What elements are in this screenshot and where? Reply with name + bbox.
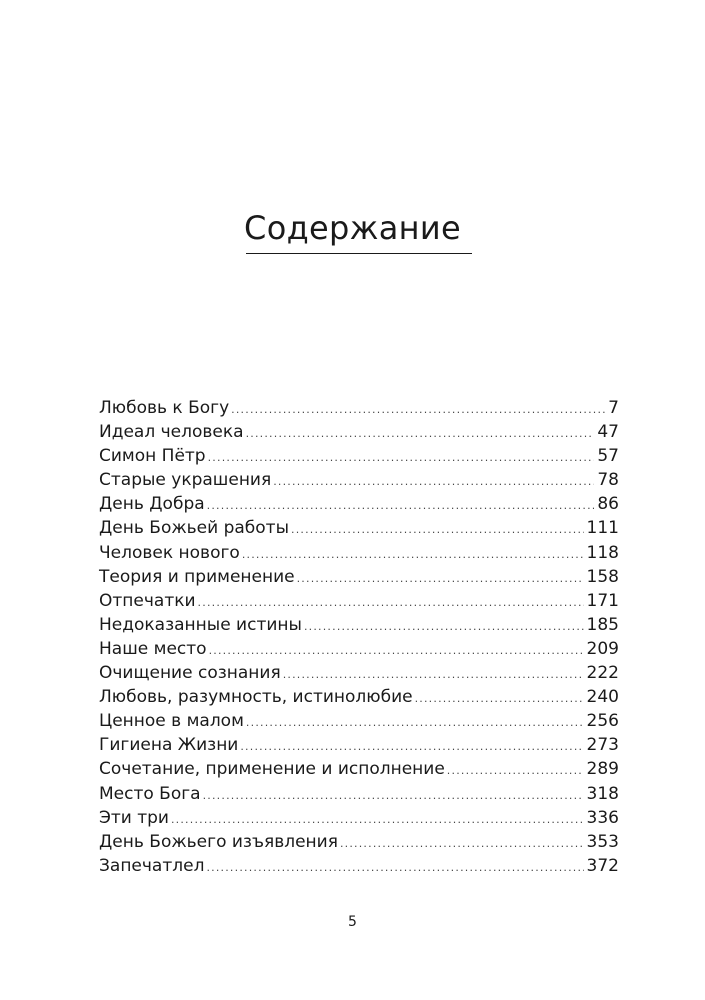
toc-entry-page: 118 (586, 542, 619, 563)
toc-entry-title: Запечатлел (99, 855, 205, 876)
page-title: Содержание (244, 209, 461, 247)
toc-entry-page: 185 (586, 614, 619, 635)
toc-entry-title: Теория и применение (99, 566, 295, 587)
toc-entry-title: Сочетание, применение и исполнение (99, 759, 445, 780)
toc-entry-page: 222 (586, 663, 619, 684)
title-underline (246, 253, 472, 254)
toc-entry-title: Гигиена Жизни (99, 735, 239, 756)
toc-entry-title: Любовь, разумность, истинолюбие (99, 687, 413, 708)
toc-entry-title: День Божьей работы (99, 518, 290, 539)
toc-entry-page: 372 (586, 855, 619, 876)
toc-dot-leader (291, 518, 584, 542)
toc-entry-title: Отпечатки (99, 590, 196, 611)
toc-entry[interactable] (99, 492, 619, 516)
toc-entry-title: Ценное в малом (99, 711, 244, 732)
toc-entry[interactable] (99, 516, 619, 540)
toc-entry[interactable] (99, 854, 619, 878)
toc-entry-page: 336 (586, 807, 619, 828)
toc-dot-leader (208, 446, 595, 470)
toc-entry-page: 273 (586, 735, 619, 756)
toc-dot-leader (242, 543, 584, 567)
toc-entry-title: День Божьего изъявления (99, 831, 338, 852)
toc-entry-title: Человек нового (99, 542, 240, 563)
toc-entry[interactable] (99, 565, 619, 589)
toc-entry-page: 353 (586, 831, 619, 852)
toc-entry[interactable] (99, 661, 619, 685)
toc-entry[interactable] (99, 782, 619, 806)
toc-entry-page: 57 (597, 446, 619, 467)
page-number: 5 (348, 914, 357, 930)
toc-entry[interactable] (99, 685, 619, 709)
toc-entry-page: 171 (586, 590, 619, 611)
toc-entry-page: 158 (586, 566, 619, 587)
toc-entry-title: Эти три (99, 807, 169, 828)
toc-entry[interactable] (99, 613, 619, 637)
toc-entry-page: 256 (586, 711, 619, 732)
toc-dot-leader (304, 615, 584, 639)
toc-dot-leader (209, 639, 584, 663)
toc-dot-leader (171, 808, 584, 832)
toc-entry-page: 209 (586, 638, 619, 659)
toc-dot-leader (240, 735, 583, 759)
toc-entry[interactable] (99, 468, 619, 492)
toc-entry-title: Недоказанные истины (99, 614, 302, 635)
toc-dot-leader (447, 759, 584, 783)
toc-entry[interactable] (99, 541, 619, 565)
toc-dot-leader (203, 784, 584, 808)
toc-entry-page: 318 (586, 783, 619, 804)
toc-dot-leader (340, 832, 584, 856)
toc-entry-page: 47 (597, 422, 619, 443)
toc-dot-leader (198, 591, 584, 615)
toc-entry-title: Наше место (99, 638, 207, 659)
toc-dot-leader (246, 711, 584, 735)
toc-entry[interactable] (99, 420, 619, 444)
toc-dot-leader (283, 663, 584, 687)
toc-entry[interactable] (99, 733, 619, 757)
toc-entry-title: Место Бога (99, 783, 201, 804)
toc-dot-leader (206, 856, 583, 880)
toc-entry-title: Любовь к Богу (99, 398, 230, 418)
toc-dot-leader (231, 398, 605, 422)
toc-entry-title: День Добра (99, 494, 205, 515)
toc-dot-leader (207, 494, 595, 518)
toc-dot-leader (246, 422, 595, 446)
toc-entry-title: Симон Пётр (99, 446, 206, 467)
toc-entry[interactable] (99, 806, 619, 830)
toc-dot-leader (273, 470, 594, 494)
toc-entry[interactable] (99, 757, 619, 781)
toc-entry[interactable] (99, 396, 619, 420)
toc-entry[interactable] (99, 444, 619, 468)
toc-entry-page: 111 (586, 518, 619, 539)
toc-entry-title: Старые украшения (99, 470, 272, 491)
toc-entry[interactable] (99, 830, 619, 854)
toc-entry-title: Очищение сознания (99, 663, 281, 684)
toc-entry-page: 240 (586, 687, 619, 708)
toc-entry-page: 86 (597, 494, 619, 515)
toc-entry[interactable] (99, 637, 619, 661)
toc-entry-page: 7 (608, 398, 619, 418)
table-of-contents (99, 396, 619, 878)
toc-entry-page: 78 (597, 470, 619, 491)
toc-dot-leader (415, 687, 584, 711)
toc-entry-page: 289 (586, 759, 619, 780)
toc-entry[interactable] (99, 589, 619, 613)
toc-entry[interactable] (99, 709, 619, 733)
toc-dot-leader (297, 567, 584, 591)
toc-entry-title: Идеал человека (99, 422, 244, 443)
